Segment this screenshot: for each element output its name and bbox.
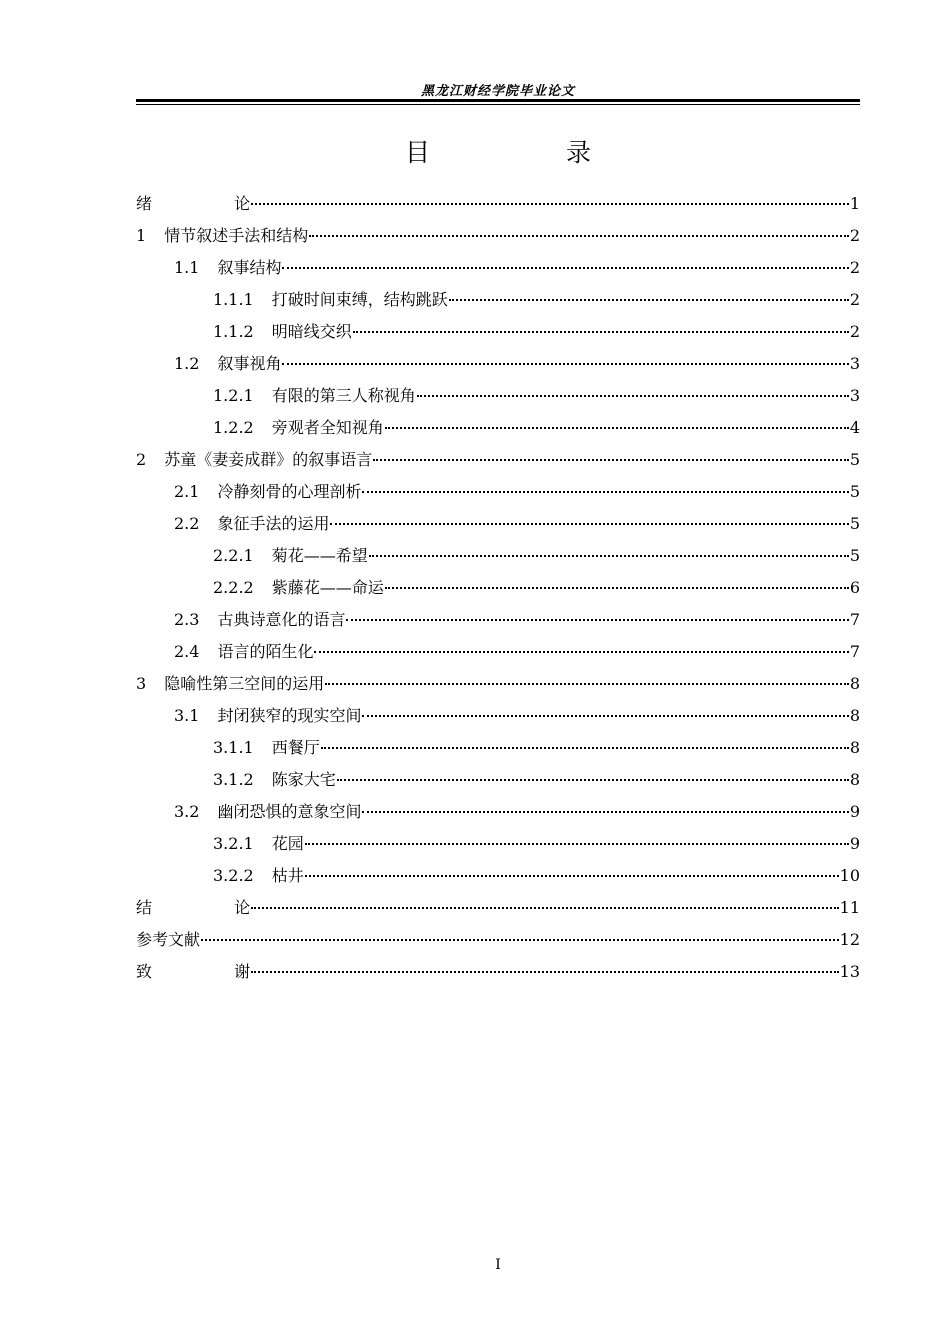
toc-dot-leader — [337, 779, 849, 781]
toc-dot-leader — [362, 811, 848, 813]
toc-entry[interactable] — [136, 892, 860, 924]
toc-entry-number: 3.2.1 — [213, 834, 254, 853]
toc-entry-page: 5 — [849, 450, 860, 469]
toc-entry-page: 7 — [849, 610, 860, 629]
toc-entry-label: 参考文献 — [136, 930, 201, 949]
toc-entry-number: 3.2.2 — [213, 866, 254, 885]
toc-entry-label: 冷静刻骨的心理剖析 — [217, 482, 362, 501]
toc-dot-leader — [373, 459, 849, 461]
toc-dot-leader — [449, 299, 849, 301]
toc-entry-page: 6 — [849, 578, 860, 597]
toc-entry[interactable] — [136, 476, 860, 508]
toc-entry-label: 绪 论 — [136, 194, 251, 213]
toc-entry-label: 封闭狭窄的现实空间 — [217, 706, 362, 725]
toc-entry-page: 11 — [839, 898, 860, 917]
toc-entry-page: 9 — [849, 834, 860, 853]
toc-entry[interactable] — [136, 348, 860, 380]
toc-entry-page: 10 — [839, 866, 860, 885]
toc-dot-leader — [305, 843, 849, 845]
toc-dot-leader — [282, 363, 848, 365]
toc-entry-label: 语言的陌生化 — [217, 642, 314, 661]
toc-entry-label: 陈家大宅 — [271, 770, 336, 789]
toc-title: 目 录 — [405, 138, 631, 167]
toc-entry-number: 2.2.1 — [213, 546, 254, 565]
toc-entry-number: 3.2 — [174, 802, 200, 821]
toc-entry-page: 13 — [839, 962, 860, 981]
toc-entry-number: 1.1.2 — [213, 322, 254, 341]
toc-entry-number: 1.1.1 — [213, 290, 254, 309]
toc-dot-leader — [325, 683, 849, 685]
toc-entry[interactable] — [136, 220, 860, 252]
toc-entry-page: 2 — [849, 226, 860, 245]
toc-entry-number: 2.2.2 — [213, 578, 254, 597]
running-header-title: 黑龙江财经学院毕业论文 — [420, 84, 575, 99]
toc-dot-leader — [309, 235, 849, 237]
toc-entry-label: 幽闭恐惧的意象空间 — [217, 802, 362, 821]
header-rule-thin — [136, 104, 860, 105]
toc-entry-page: 12 — [839, 930, 860, 949]
header-rule-thick — [136, 99, 860, 102]
toc-dot-leader — [251, 203, 849, 205]
toc-dot-leader — [251, 907, 838, 909]
toc-entry-label: 明暗线交织 — [271, 322, 352, 341]
toc-dot-leader — [346, 619, 848, 621]
toc-entry-number: 2.2 — [174, 514, 200, 533]
toc-entry-label: 苏童《妻妾成群》的叙事语言 — [164, 450, 373, 469]
toc-entry[interactable] — [136, 700, 860, 732]
toc-entry-page: 2 — [849, 258, 860, 277]
toc-entry-number: 3.1 — [174, 706, 200, 725]
toc-entry-number: 2 — [136, 450, 147, 469]
toc-entry-label: 叙事结构 — [217, 258, 282, 277]
toc-entry[interactable] — [136, 284, 860, 316]
toc-dot-leader — [201, 939, 839, 941]
toc-entry-label: 结 论 — [136, 898, 251, 917]
toc-entry[interactable] — [136, 252, 860, 284]
toc-entry[interactable] — [136, 796, 860, 828]
toc-entry-page: 2 — [849, 322, 860, 341]
toc-entry-label: 情节叙述手法和结构 — [164, 226, 309, 245]
toc-dot-leader — [369, 555, 849, 557]
toc-entry[interactable] — [136, 668, 860, 700]
toc-dot-leader — [417, 395, 849, 397]
toc-entry[interactable] — [136, 636, 860, 668]
toc-entry-label: 枯井 — [271, 866, 304, 885]
toc-dot-leader — [385, 587, 849, 589]
toc-entry-number: 2.3 — [174, 610, 200, 629]
toc-entry[interactable] — [136, 444, 860, 476]
toc-entry-label: 菊花——希望 — [271, 546, 368, 565]
toc-entry[interactable] — [136, 860, 860, 892]
toc-entry-page: 3 — [849, 354, 860, 373]
toc-entry-number: 2.4 — [174, 642, 200, 661]
toc-entry-page: 8 — [849, 770, 860, 789]
toc-dot-leader — [251, 971, 838, 973]
toc-entry[interactable] — [136, 956, 860, 988]
toc-entry-label: 有限的第三人称视角 — [271, 386, 416, 405]
toc-entry-number: 1 — [136, 226, 147, 245]
toc-entry-page: 8 — [849, 738, 860, 757]
toc-dot-leader — [321, 747, 849, 749]
toc-entry-page: 9 — [849, 802, 860, 821]
footer-page-number: I — [495, 1257, 501, 1273]
toc-entry-page: 7 — [849, 642, 860, 661]
toc-entry-page: 3 — [849, 386, 860, 405]
toc-dot-leader — [282, 267, 848, 269]
toc-entry-page: 2 — [849, 290, 860, 309]
toc-entry-label: 西餐厅 — [271, 738, 320, 757]
toc-entry-number: 1.1 — [174, 258, 200, 277]
toc-dot-leader — [305, 875, 839, 877]
toc-entry-label: 古典诗意化的语言 — [217, 610, 346, 629]
toc-entry-number: 1.2.1 — [213, 386, 254, 405]
toc-entry[interactable] — [136, 540, 860, 572]
toc-entry-number: 3.1.1 — [213, 738, 254, 757]
toc-dot-leader — [362, 715, 848, 717]
toc-dot-leader — [314, 651, 848, 653]
toc-dot-leader — [362, 491, 848, 493]
toc-entry[interactable] — [136, 188, 860, 220]
toc-entry-label: 象征手法的运用 — [217, 514, 330, 533]
toc-entry-number: 2.1 — [174, 482, 200, 501]
table-of-contents — [136, 188, 860, 988]
toc-dot-leader — [330, 523, 848, 525]
toc-entry-page: 5 — [849, 546, 860, 565]
toc-entry-number: 3 — [136, 674, 147, 693]
toc-entry-page: 1 — [849, 194, 860, 213]
toc-entry-page: 5 — [849, 514, 860, 533]
toc-entry-page: 4 — [849, 418, 860, 437]
toc-entry[interactable] — [136, 732, 860, 764]
toc-entry-page: 5 — [849, 482, 860, 501]
toc-entry-label: 花园 — [271, 834, 304, 853]
toc-entry[interactable] — [136, 412, 860, 444]
toc-entry[interactable] — [136, 316, 860, 348]
toc-entry-label: 叙事视角 — [217, 354, 282, 373]
toc-entry-number: 3.1.2 — [213, 770, 254, 789]
toc-entry[interactable] — [136, 924, 860, 956]
toc-entry-number: 1.2.2 — [213, 418, 254, 437]
toc-entry-number: 1.2 — [174, 354, 200, 373]
toc-dot-leader — [353, 331, 849, 333]
toc-entry-label: 致 谢 — [136, 962, 251, 981]
toc-dot-leader — [385, 427, 849, 429]
toc-entry[interactable] — [136, 764, 860, 796]
toc-entry[interactable] — [136, 380, 860, 412]
toc-entry-page: 8 — [849, 674, 860, 693]
toc-entry-page: 8 — [849, 706, 860, 725]
toc-entry[interactable] — [136, 508, 860, 540]
toc-entry[interactable] — [136, 828, 860, 860]
toc-entry-label: 隐喻性第三空间的运用 — [164, 674, 325, 693]
toc-entry-label: 打破时间束缚，结构跳跃 — [271, 290, 448, 309]
toc-entry[interactable] — [136, 604, 860, 636]
toc-entry[interactable] — [136, 572, 860, 604]
toc-entry-label: 紫藤花——命运 — [271, 578, 384, 597]
toc-entry-label: 旁观者全知视角 — [271, 418, 384, 437]
